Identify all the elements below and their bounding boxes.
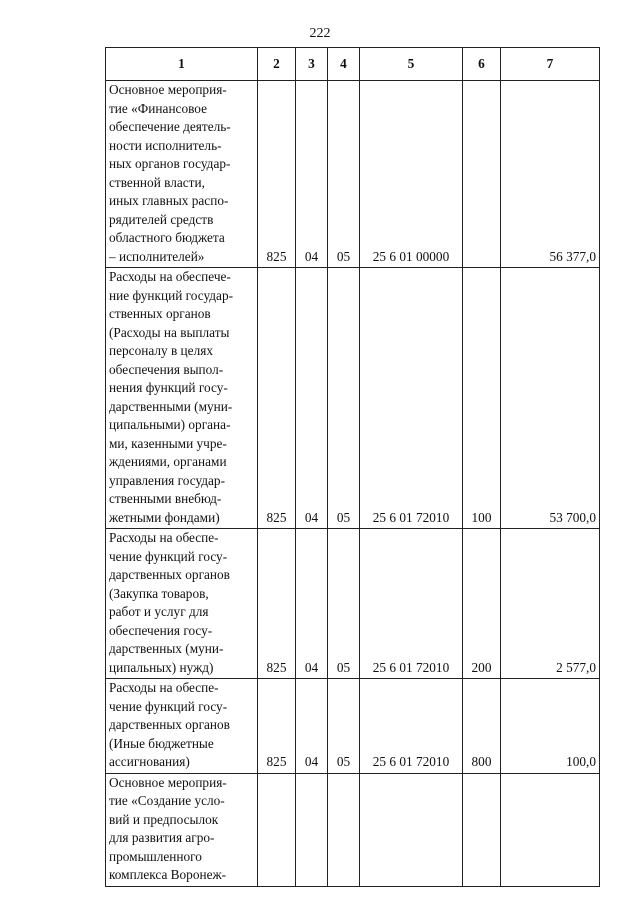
row-col6 [463,773,501,886]
table-row [106,773,600,886]
row-col7 [501,773,600,886]
table-row [106,268,600,529]
table-row [106,81,600,268]
row-col3: 04 [296,529,328,679]
row-name: Расходы на обеспе- чение функций госу- дарственных органов (Иные бюджетные ассигнования) [106,679,258,774]
row-col5 [360,773,463,886]
row-col4 [328,773,360,886]
row-col2: 825 [258,529,296,679]
row-col5: 25 6 01 72010 [360,529,463,679]
row-col4: 05 [328,81,360,268]
row-col6: 100 [463,268,501,529]
row-col2 [258,773,296,886]
header-col-2: 2 [258,48,296,81]
row-col3: 04 [296,81,328,268]
row-name: Расходы на обеспе- чение функций госу- дарственных органов (Закупка товаров, работ и услуг для обеспечения госу- дарственных (муни- ципальных) нужд) [106,529,258,679]
header-col-5: 5 [360,48,463,81]
budget-table [105,47,600,887]
row-col7: 53 700,0 [501,268,600,529]
row-col5: 25 6 01 72010 [360,679,463,774]
row-col2: 825 [258,679,296,774]
row-col7: 2 577,0 [501,529,600,679]
header-col-3: 3 [296,48,328,81]
row-col5: 25 6 01 00000 [360,81,463,268]
row-col4: 05 [328,679,360,774]
row-col7: 100,0 [501,679,600,774]
table-row [106,679,600,774]
header-col-1: 1 [106,48,258,81]
row-col6 [463,81,501,268]
header-col-6: 6 [463,48,501,81]
row-name: Расходы на обеспече- ние функций государ- ственных органов (Расходы на выплаты персоналу в целях обеспечения выпол- нения функций госу- дарственными (муни- ципальными) органа- ми, казенными учре- ждениями, органами управления государ- ственными внебюд- жетными фондами) [106,268,258,529]
row-col3: 04 [296,268,328,529]
row-col2: 825 [258,81,296,268]
header-col-7: 7 [501,48,600,81]
table-row [106,529,600,679]
row-col5: 25 6 01 72010 [360,268,463,529]
row-col2: 825 [258,268,296,529]
header-col-4: 4 [328,48,360,81]
row-col3 [296,773,328,886]
page-number: 222 [309,26,331,41]
row-col4: 05 [328,268,360,529]
row-col6: 800 [463,679,501,774]
row-col6: 200 [463,529,501,679]
row-name: Основное мероприя- тие «Финансовое обеспечение деятель- ности исполнитель- ных органов государ- ственной власти, иных главных распо- рядителей средств областного бюджета – исполнителей» [106,81,258,268]
row-col7: 56 377,0 [501,81,600,268]
header-row [106,48,600,81]
row-col4: 05 [328,529,360,679]
row-name: Основное мероприя- тие «Создание усло- вий и предпосылок для развития агро- промышленного комплекса Воронеж- [106,773,258,886]
row-col3: 04 [296,679,328,774]
